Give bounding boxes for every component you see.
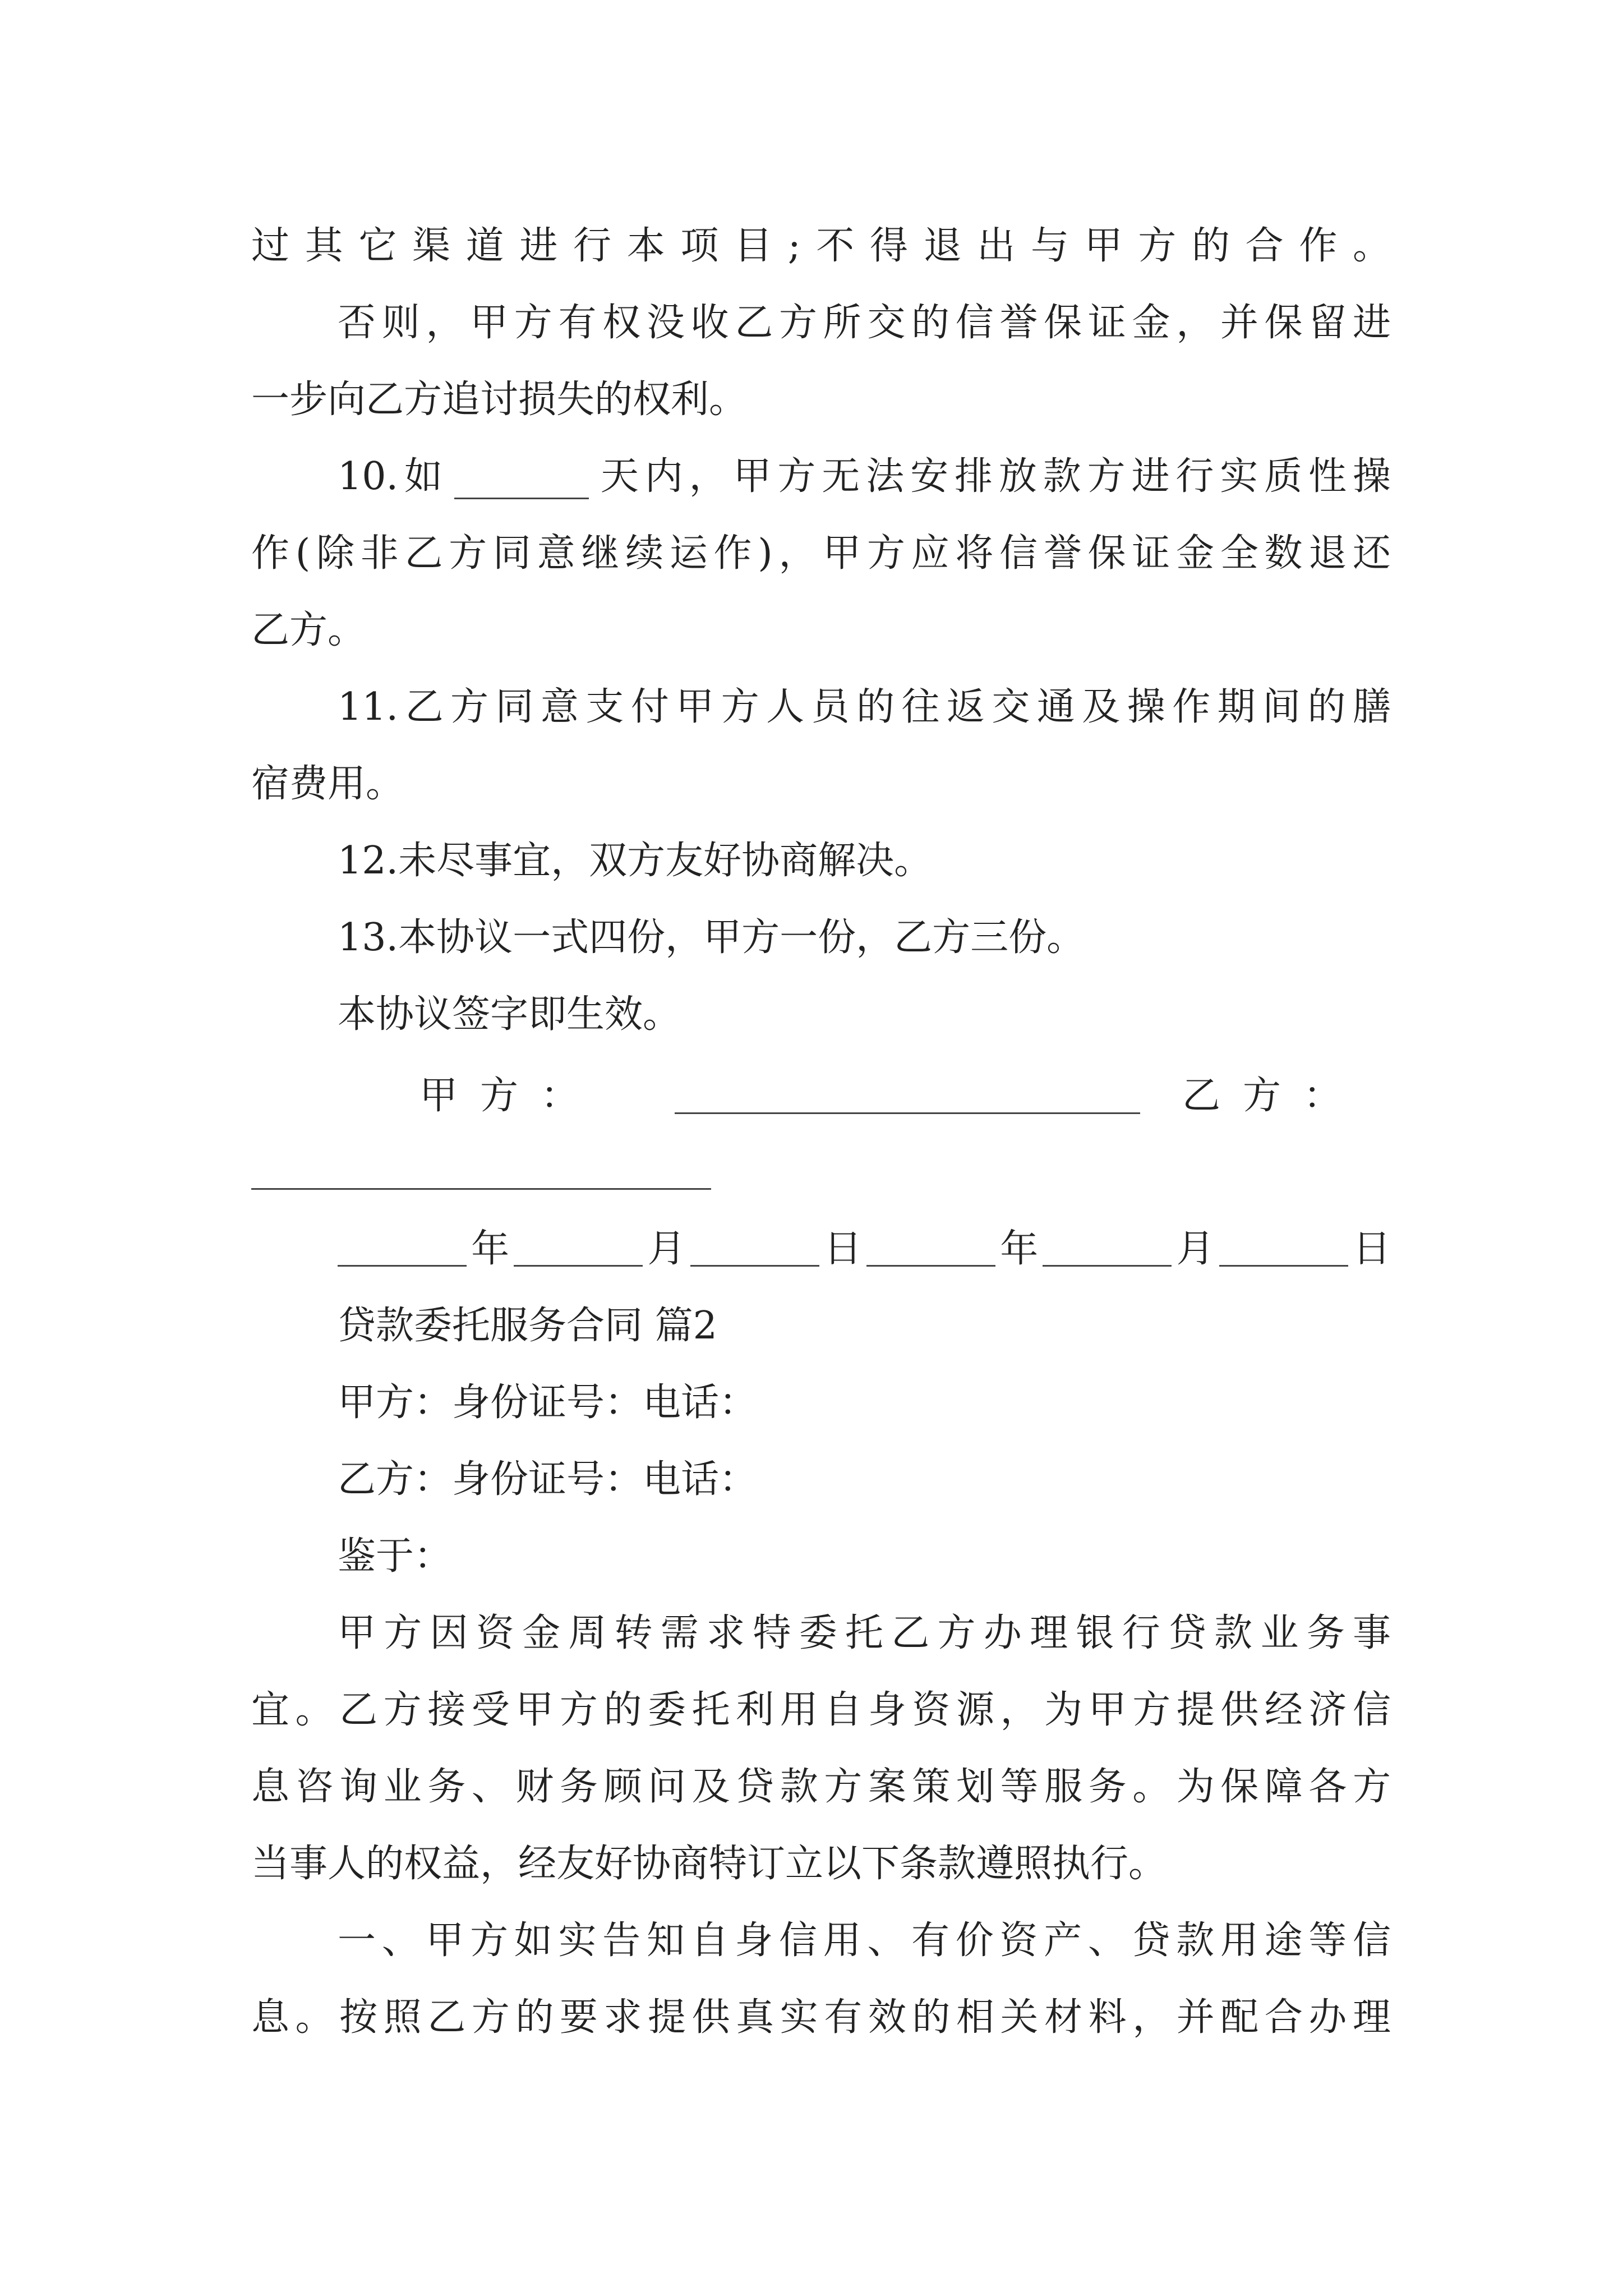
clause-10-line [338,438,1391,515]
party-a-label: 甲方： [419,1074,602,1118]
text-line: 宿费用。 [251,762,404,806]
text-line: 乙方。 [251,608,366,652]
text-line: 鉴于： [338,1534,453,1579]
month-label: 月 [647,1227,686,1271]
party-b-label: 乙方： [1182,1074,1364,1118]
day-blank [1219,1265,1348,1267]
text-line: 11.乙方同意支付甲方人员的往返交通及操作期间的膳 [338,685,1391,729]
text-line: 息。按照乙方的要求提供真实有效的相关材料，并配合办理 [251,1995,1391,2040]
month-blank [1043,1265,1172,1267]
text-line: 宜。乙方接受甲方的委托利用自身资源，为甲方提供经济信 [251,1688,1391,1732]
section-title: 贷款委托服务合同 篇2 [338,1304,717,1348]
day-label: 日 [823,1227,862,1271]
signature-row [251,1057,1391,1134]
text-line: 否则，甲方有权没收乙方所交的信誉保证金，并保留进 [338,301,1391,345]
fill-in-blank [454,498,589,499]
text-line: 本协议签字即生效。 [338,992,681,1037]
clause-10-rest: 天内，甲方无法安排放款方进行实质性操 [594,454,1391,499]
text-line: 甲方因资金周转需求特委托乙方办理银行贷款业务事 [338,1611,1391,1655]
day-label: 日 [1352,1227,1391,1271]
year-label: 年 [1000,1227,1039,1271]
date-row [338,1211,1391,1287]
year-blank [866,1265,995,1267]
text-line: 一步向乙方追讨损失的权利。 [251,378,748,422]
text-line: 过其它渠道进行本项目;不得退出与甲方的合作。 [251,224,1391,268]
text-line: 13.本协议一式四份，甲方一份，乙方三份。 [338,915,1085,960]
text-line: 息咨询业务、财务顾问及贷款方案策划等服务。为保障各方 [251,1765,1391,1809]
year-label: 年 [471,1227,510,1271]
text-line: 一、甲方如实告知自身信用、有价资产、贷款用途等信 [338,1918,1391,1963]
text-line: 甲方：身份证号：电话： [338,1381,758,1425]
month-blank [514,1265,643,1267]
month-label: 月 [1176,1227,1215,1271]
party-b-signature-line [251,1188,711,1190]
day-blank [690,1265,819,1267]
text-line: 12.未尽事宜，双方友好协商解决。 [338,839,933,883]
year-blank [338,1265,467,1267]
text-line: 当事人的权益，经友好协商特订立以下条款遵照执行。 [251,1842,1167,1886]
party-a-signature-line [675,1112,1140,1114]
text-line: 作(除非乙方同意继续运作)，甲方应将信誉保证金全数退还 [251,531,1391,576]
text-line: 乙方：身份证号：电话： [338,1457,758,1502]
clause-10-prefix: 10.如 [338,454,449,499]
